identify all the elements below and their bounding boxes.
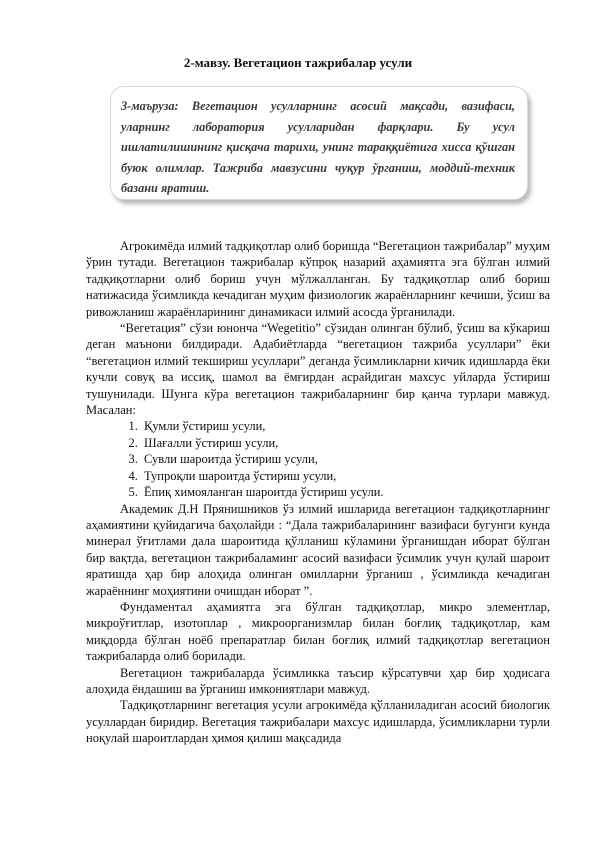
list-item: 3. Сувли шароитда ўстириш усули, bbox=[141, 451, 550, 467]
paragraph: Академик Д.Н Прянишников ўз илмий ишларида вегетацион тадқиқотларнинг аҳамиятини қуйидагича баҳолайди : “Дала тажрибаларининг вазифаси бугунги кунда минерал ўғитлами дала шароитида қўлланиш кўламини ўрганишдан иборат бўлган бир вақтда, вегетацион тажрибаламинг асосий вазифаси ўсимлик учун қулай шароит яратишда ҳар бир алоҳида олинган омилларни ўрганиш , ўсимликда кечадиган жараённинг моҳиятини очишдан иборат ”. bbox=[86, 501, 550, 598]
paragraph: Тадқиқотларнинг вегетация усули агрокимёда қўлланиладиган асосий биологик усуллардан биридир. Вегетация тажрибалари махсус идишларда, ўсимликларни турли ноқулай шароитлардан ҳимоя қилиш мақсадида bbox=[86, 698, 550, 746]
list-item: 2. Шағалли ўстириш усули, bbox=[141, 435, 550, 451]
abstract-text: 3-маъруза: Вегетацион усулларнинг асосий мақсади, вазифаси, уларнинг лаборатория усулларидан фарқлари. Бу усул ишлатилишининг қисқача тарихи, унинг тараққиётига хисса қўшган буюк олимлар. Тажриба мавзусини чуқур ўрганиш, моддий-техник базани яратиш. bbox=[121, 99, 515, 195]
paragraph: “Вегетация” сўзи юнонча “Wegetitio” сўзидан олинган бўлиб, ўсиш ва кўкариш деган маънони билдиради. Адабиётларда “вегетацион тажриба усуллари” ёки “вегетацион илмий текшириш усуллари” деганда ўсимликларни кичик идишларда ёки кучли совуқ ва иссиқ, шамол ва ёмғирдан асрайдиган махсус уйларда ўстириш тушунилади. Шунга кўра вегетацион тажрибаларнинг бир қанча турлари мавжуд. Масалан: bbox=[86, 321, 550, 418]
abstract-box bbox=[110, 86, 528, 200]
page-title: 2-мавзу. Вегетацион тажрибалар усули bbox=[183, 55, 413, 70]
paragraph: Фундаментал аҳамиятга эга бўлган тадқиқотлар, микро элементлар, микроўғитлар, изотоплар , микроорганизмлар билан боғлиқ тадқиқотлар, кам миқдорда бўлган ноёб препаратлар билан боғлиқ илмий тадқиқотлар вегетацион тажрибаларда олиб борилади. bbox=[86, 599, 550, 664]
body-text bbox=[86, 238, 550, 747]
paragraph: Вегетацион тажрибаларда ўсимликка таъсир кўрсатувчи ҳар бир ҳодисага алоҳида ёндашиш ва ўрганиш имкониятлари мавжуд. bbox=[86, 665, 550, 696]
paragraph: Агрокимёда илмий тадқиқотлар олиб боришда “Вегетацион тажрибалар” муҳим ўрин тутади. Вегетацион тажрибалар кўпроқ назарий аҳамиятга эга бўлган илмий тадқиқотларни олиб бориш учун мўлжалланган. Бу тадқиқотлар олиб бориш натижасида ўсимликда кечадиган муҳим физиологик жараёнларнинг кечиши, ўсиш ва ривожланиш жараёнларининг динамикаси илмий асосда ўрганилади. bbox=[86, 239, 550, 319]
method-list bbox=[86, 418, 550, 500]
list-item: 1. Қумли ўстириш усули, bbox=[141, 418, 550, 434]
list-item: 4. Тупроқли шароитда ўстириш усули, bbox=[141, 468, 550, 484]
list-item: 5. Ёпиқ химояланган шароитда ўстириш усули. bbox=[141, 484, 550, 500]
